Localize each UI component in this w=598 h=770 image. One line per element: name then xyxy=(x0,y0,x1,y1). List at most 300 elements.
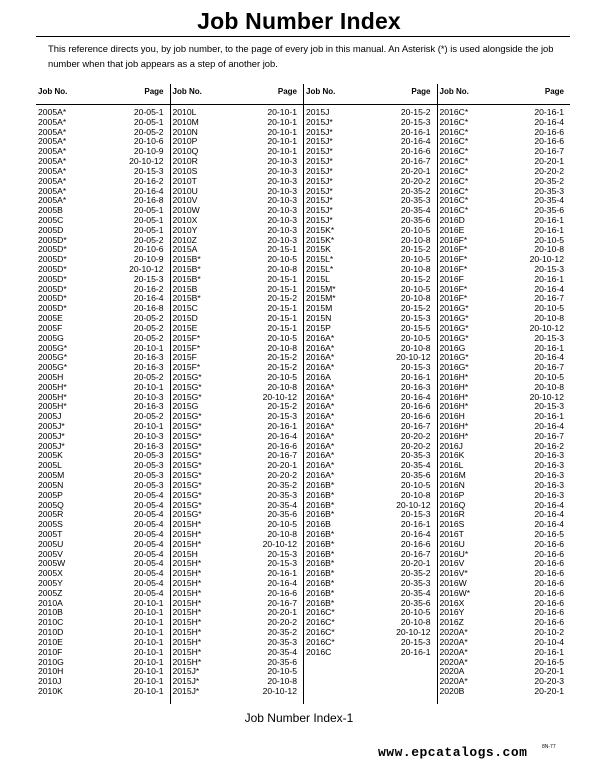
page-number: 20-16-6 xyxy=(534,558,564,569)
page-number: 20-05-4 xyxy=(133,558,164,569)
page-number: 20-20-1 xyxy=(267,607,297,618)
page-number: 20-10-3 xyxy=(267,214,297,225)
page-number: 20-15-3 xyxy=(400,116,431,127)
job-number: 2016P xyxy=(439,489,465,500)
page-number: 20-16-4 xyxy=(534,499,564,510)
page-number: 20-10-1 xyxy=(133,666,164,677)
job-number: 2015H* xyxy=(172,578,202,588)
job-number: 2015M xyxy=(306,303,333,314)
page-number: 20-10-5 xyxy=(267,519,297,530)
page-number: 20-10-1 xyxy=(133,617,164,628)
page-number: 20-16-7 xyxy=(534,293,564,304)
job-number: 2005Q xyxy=(38,499,64,510)
page-number: 20-16-3 xyxy=(133,401,164,412)
job-number: 2015H* xyxy=(172,558,202,569)
page-number: 20-16-3 xyxy=(133,352,164,363)
page-number: 20-15-2 xyxy=(400,303,431,314)
page-number: 20-10-1 xyxy=(267,116,297,127)
page-number: 20-05-4 xyxy=(133,578,164,588)
job-number: 2010B xyxy=(38,607,63,618)
page-number: 20-20-1 xyxy=(534,666,564,677)
column-rows xyxy=(438,108,571,697)
page-number: 20-16-3 xyxy=(534,460,564,471)
page-number: 20-35-4 xyxy=(267,499,297,510)
job-number: 2016F* xyxy=(439,264,468,274)
page-number: 20-20-2 xyxy=(400,175,431,186)
page-number: 20-05-2 xyxy=(133,332,164,343)
page-number: 20-16-4 xyxy=(534,352,564,363)
column-header xyxy=(36,84,170,105)
page-number: 20-05-3 xyxy=(133,470,164,481)
page-number: 20-16-1 xyxy=(400,519,431,530)
page-number: 20-05-2 xyxy=(133,126,164,137)
page-number: 20-16-3 xyxy=(534,479,564,490)
job-number: 2005A* xyxy=(38,195,67,206)
job-number: 2016C* xyxy=(306,636,335,647)
page-number: 20-10-12 xyxy=(129,264,164,274)
job-number: 2016A* xyxy=(306,391,335,402)
page-number: 20-10-5 xyxy=(267,254,297,265)
job-number: 2015G* xyxy=(172,421,202,431)
page-number: 20-35-3 xyxy=(400,578,431,588)
page-number: 20-16-6 xyxy=(400,411,431,422)
job-number: 2016C* xyxy=(439,136,469,147)
page-number: 20-16-5 xyxy=(534,528,564,539)
job-number: 2015F* xyxy=(172,362,201,373)
job-number: 2016A* xyxy=(306,470,335,481)
page-number: 20-35-4 xyxy=(400,460,431,471)
job-number: 2005B xyxy=(38,205,63,216)
page-number: 20-16-6 xyxy=(534,607,564,618)
page-number: 20-10-8 xyxy=(534,381,564,392)
job-number: 2015M* xyxy=(306,293,336,304)
job-number: 2016C* xyxy=(439,165,469,176)
job-number: 2005H* xyxy=(38,381,67,392)
job-number: 2005D* xyxy=(38,283,67,294)
page-number: 20-10-8 xyxy=(400,234,431,245)
page-number: 20-15-2 xyxy=(400,244,431,255)
job-number: 2015B* xyxy=(172,293,201,304)
page-number: 20-15-3 xyxy=(267,548,297,559)
page-number: 20-15-3 xyxy=(400,362,431,373)
job-number: 2015N xyxy=(306,313,332,324)
job-number: 2005H* xyxy=(38,391,67,402)
job-number: 2020A xyxy=(439,666,465,677)
page-number: 20-05-1 xyxy=(133,214,164,225)
page-number: 20-16-4 xyxy=(400,528,431,539)
page-header: Page xyxy=(277,87,297,96)
index-column-3 xyxy=(303,84,437,704)
page-number: 20-10-5 xyxy=(534,234,564,245)
job-number: 2015J* xyxy=(172,666,200,677)
page-number: 20-15-3 xyxy=(400,636,431,647)
job-number: 2016K xyxy=(439,450,465,461)
page-number: 20-16-3 xyxy=(133,440,164,451)
job-number: 2016C* xyxy=(439,175,469,186)
page-number: 20-10-12 xyxy=(396,499,431,510)
job-number: 2005X xyxy=(38,568,63,579)
job-number: 2005N xyxy=(38,479,64,490)
page-number: 20-15-3 xyxy=(267,558,297,569)
job-number: 2016M xyxy=(439,470,466,481)
job-number: 2005D xyxy=(38,224,64,235)
page-number: 20-35-2 xyxy=(267,479,297,490)
job-number: 2016C* xyxy=(439,116,469,127)
job-number: 2015J* xyxy=(306,116,333,127)
job-number: 2016A* xyxy=(306,430,335,441)
page-number: 20-16-7 xyxy=(400,156,431,167)
page-number: 20-10-1 xyxy=(133,627,164,638)
page-number: 20-10-3 xyxy=(267,156,297,167)
page-number: 20-35-3 xyxy=(534,185,564,196)
job-number: 2016C* xyxy=(439,107,469,117)
page-number: 20-05-3 xyxy=(133,460,164,471)
page-number: 20-10-5 xyxy=(400,607,431,618)
page-number: 20-16-6 xyxy=(534,126,564,137)
page-number: 20-16-1 xyxy=(534,342,564,353)
job-number: 2005G* xyxy=(38,352,68,363)
job-number: 2010G xyxy=(38,656,64,667)
job-number: 2015B* xyxy=(172,264,201,274)
column-header xyxy=(438,84,571,105)
job-number: 2010W xyxy=(172,205,200,216)
job-number: 2015F* xyxy=(172,342,201,353)
job-number: 2005D* xyxy=(38,254,67,265)
page-number: 20-10-12 xyxy=(262,391,297,402)
job-number: 2016C* xyxy=(306,607,335,618)
page-number: 20-15-5 xyxy=(400,322,431,333)
job-number: 2015J* xyxy=(172,685,200,696)
page-number: 20-20-1 xyxy=(267,460,297,471)
page-number: 20-05-4 xyxy=(133,568,164,579)
page-number: 20-35-3 xyxy=(400,195,431,206)
job-number: 2015H* xyxy=(172,587,202,598)
page-number: 20-10-12 xyxy=(529,391,564,402)
index-column-1 xyxy=(36,84,170,704)
page-number: 20-16-4 xyxy=(534,116,564,127)
column-header xyxy=(304,84,437,105)
job-number: 2015H* xyxy=(172,607,202,618)
page-number: 20-16-1 xyxy=(267,421,297,431)
page-number: 20-10-8 xyxy=(267,342,297,353)
job-number: 2016A* xyxy=(306,440,335,451)
job-number: 2015F* xyxy=(172,332,201,343)
page-number: 20-10-12 xyxy=(529,254,564,265)
job-number: 2015M* xyxy=(306,283,336,294)
page-number: 20-20-2 xyxy=(534,165,564,176)
job-number: 2015G* xyxy=(172,411,202,422)
page-number: 20-10-8 xyxy=(400,489,431,500)
job-number: 2005G* xyxy=(38,342,68,353)
job-number: 2016C* xyxy=(439,156,469,167)
job-number: 2016G* xyxy=(439,313,469,324)
page-number: 20-05-2 xyxy=(133,371,164,382)
job-no-header: Job No. xyxy=(306,87,336,96)
job-number: 2016A* xyxy=(306,332,335,343)
page-number: 20-16-4 xyxy=(267,430,297,441)
page-number: 20-16-1 xyxy=(534,224,564,235)
table-row xyxy=(304,648,437,658)
page-number: 20-16-2 xyxy=(534,440,564,451)
job-number: 2015H* xyxy=(172,568,202,579)
page-number: 20-16-7 xyxy=(267,450,297,461)
job-number: 2016C xyxy=(306,646,332,657)
page-number: 20-35-4 xyxy=(400,205,431,216)
page-number: 20-10-12 xyxy=(396,627,431,638)
job-number: 2005K xyxy=(38,450,63,461)
page-number: 20-16-6 xyxy=(267,440,297,451)
page-number: 20-10-8 xyxy=(400,264,431,274)
page-number: 20-16-1 xyxy=(267,568,297,579)
job-number: 2015G* xyxy=(172,440,202,451)
page-number: 20-16-7 xyxy=(267,597,297,608)
page-number: 20-10-8 xyxy=(400,617,431,628)
table-row xyxy=(36,687,170,697)
page-number: 20-10-8 xyxy=(267,676,297,687)
job-number: 2015J* xyxy=(306,156,333,167)
column-rows xyxy=(171,108,304,697)
job-number: 2015H* xyxy=(172,627,202,638)
job-number: 2005U xyxy=(38,538,64,549)
job-number: 2016F* xyxy=(439,234,468,245)
job-number: 2020B xyxy=(439,685,465,696)
page-number: 20-35-6 xyxy=(400,214,431,225)
job-number: 2015H* xyxy=(172,597,202,608)
page-number: 20-35-4 xyxy=(534,195,564,206)
page-number: 20-10-12 xyxy=(529,322,564,333)
job-number: 2016G* xyxy=(439,303,469,314)
job-number: 2016J xyxy=(439,440,463,451)
table-row xyxy=(171,687,304,697)
page-number: 20-15-1 xyxy=(267,273,297,284)
page-code: 8N-77 xyxy=(542,744,556,750)
job-number: 2016H* xyxy=(439,401,469,412)
page-number: 20-10-8 xyxy=(267,381,297,392)
job-number: 2016A* xyxy=(306,450,335,461)
page-number: 20-16-7 xyxy=(534,430,564,441)
job-number: 2005A* xyxy=(38,175,67,186)
job-number: 2016W xyxy=(439,578,467,588)
page-number: 20-05-2 xyxy=(133,411,164,422)
page-number: 20-20-3 xyxy=(534,676,564,687)
job-number: 2016F* xyxy=(439,254,468,265)
page-number: 20-10-6 xyxy=(133,244,164,255)
page-number: 20-10-3 xyxy=(133,430,164,441)
page-number: 20-16-1 xyxy=(400,126,431,137)
job-number: 2015H* xyxy=(172,636,202,647)
job-number: 2020A* xyxy=(439,646,468,657)
page-number: 20-10-1 xyxy=(133,636,164,647)
job-number: 2020A* xyxy=(439,656,468,667)
job-number: 2005P xyxy=(38,489,63,500)
page-number: 20-10-5 xyxy=(534,371,564,382)
page-number: 20-15-2 xyxy=(400,273,431,284)
job-number: 2016V* xyxy=(439,568,468,579)
page-number: 20-05-4 xyxy=(133,587,164,598)
job-number: 2016G* xyxy=(439,322,469,333)
job-number: 2005D* xyxy=(38,234,67,245)
job-number: 2016E xyxy=(439,224,465,235)
page-number: 20-16-7 xyxy=(400,548,431,559)
job-number: 2010T xyxy=(172,175,197,186)
job-number: 2015G* xyxy=(172,479,202,490)
job-number: 2015J* xyxy=(306,185,333,196)
intro-paragraph: This reference directs you, by job number, to the page of every job in this manual. An Asterisk (*) is used alongside the job number when that job appears as a step of another job. xyxy=(48,43,554,69)
job-number: 2005W xyxy=(38,558,66,569)
job-no-header: Job No. xyxy=(172,87,202,96)
job-number: 2015J* xyxy=(306,165,333,176)
page-number: 20-15-3 xyxy=(267,411,297,422)
job-number: 2016T xyxy=(439,528,464,539)
page-number: 20-10-3 xyxy=(267,234,297,245)
page-number: 20-10-3 xyxy=(267,165,297,176)
page-number: 20-10-1 xyxy=(133,646,164,657)
page-number: 20-16-7 xyxy=(534,146,564,157)
job-number: 2020A* xyxy=(439,627,468,638)
job-number: 2005D* xyxy=(38,293,67,304)
page-number: 20-10-5 xyxy=(267,371,297,382)
job-number: 2015K* xyxy=(306,234,335,245)
page-number: 20-35-2 xyxy=(534,175,564,186)
job-number: 2010X xyxy=(172,214,198,225)
job-number: 2005G xyxy=(38,332,64,343)
page-number: 20-20-2 xyxy=(400,440,431,451)
job-number: 2015P xyxy=(306,322,331,333)
page-number: 20-35-6 xyxy=(267,509,297,520)
job-number: 2016A* xyxy=(306,342,335,353)
job-number: 2005Y xyxy=(38,578,63,588)
page-number: 20-10-1 xyxy=(133,597,164,608)
page-number: 20-16-4 xyxy=(534,509,564,520)
page-number: 20-20-1 xyxy=(534,685,564,696)
job-number: 2010U xyxy=(172,185,198,196)
job-number: 2005A* xyxy=(38,146,67,157)
page-number: 20-10-3 xyxy=(267,205,297,216)
page-number: 20-10-12 xyxy=(262,538,297,549)
job-number: 2016L xyxy=(439,460,464,471)
job-number: 2020A* xyxy=(439,636,468,647)
job-number: 2016C* xyxy=(439,126,469,137)
job-index-table xyxy=(36,84,570,704)
job-number: 2016F* xyxy=(439,283,468,294)
job-number: 2015H* xyxy=(172,519,202,530)
job-number: 2005A* xyxy=(38,107,67,117)
job-number: 2016X xyxy=(439,597,465,608)
page-number: 20-20-1 xyxy=(400,165,431,176)
job-number: 2016F xyxy=(439,273,464,284)
page-number: 20-16-3 xyxy=(534,470,564,481)
job-number: 2010F xyxy=(38,646,63,657)
page-number: 20-10-1 xyxy=(133,342,164,353)
page-number: 20-10-1 xyxy=(133,381,164,392)
page-number: 20-35-4 xyxy=(400,587,431,598)
job-number: 2010R xyxy=(172,156,198,167)
page-number: 20-15-3 xyxy=(400,313,431,324)
page-number: 20-10-3 xyxy=(133,391,164,402)
job-number: 2016B* xyxy=(306,587,335,598)
job-number: 2015G* xyxy=(172,509,202,520)
job-number: 2005D* xyxy=(38,303,67,314)
job-number: 2015B xyxy=(172,283,198,294)
page-number: 20-05-2 xyxy=(133,322,164,333)
page-number: 20-15-1 xyxy=(267,244,297,255)
job-number: 2005J* xyxy=(38,430,65,441)
page-number: 20-05-1 xyxy=(133,107,164,117)
page-number: 20-35-6 xyxy=(400,470,431,481)
job-number: 2005A* xyxy=(38,185,67,196)
job-number: 2015J xyxy=(306,107,330,117)
page-number: 20-10-1 xyxy=(267,136,297,147)
page-number: 20-10-1 xyxy=(267,146,297,157)
page-number: 20-16-2 xyxy=(133,175,164,186)
page-number: 20-16-3 xyxy=(400,381,431,392)
page-number: 20-16-4 xyxy=(400,136,431,147)
job-number: 2015G* xyxy=(172,489,202,500)
job-number: 2016Y xyxy=(439,607,465,618)
page-number: 20-05-4 xyxy=(133,538,164,549)
page-number: 20-20-2 xyxy=(400,430,431,441)
job-number: 2015G* xyxy=(172,430,202,441)
job-number: 2010D xyxy=(38,627,64,638)
page-number: 20-16-1 xyxy=(534,411,564,422)
job-number: 2015G* xyxy=(172,371,202,382)
job-number: 2016Z xyxy=(439,617,464,628)
job-number: 2010A xyxy=(38,597,63,608)
job-number: 2015J* xyxy=(306,126,333,137)
job-number: 2015E xyxy=(172,322,198,333)
page-number: 20-16-1 xyxy=(534,273,564,284)
page-number: 20-16-1 xyxy=(400,646,431,657)
page-number: 20-10-1 xyxy=(133,421,164,431)
page-number: 20-10-5 xyxy=(534,303,564,314)
column-header xyxy=(171,84,304,105)
job-number: 2005J* xyxy=(38,440,65,451)
page-number: 20-10-6 xyxy=(133,136,164,147)
page-number: 20-35-3 xyxy=(267,636,297,647)
page-number: 20-10-8 xyxy=(267,264,297,274)
job-number: 2010S xyxy=(172,165,198,176)
page-number: 20-10-9 xyxy=(133,254,164,265)
job-number: 2016H* xyxy=(439,371,469,382)
page-number: 20-10-5 xyxy=(267,332,297,343)
job-number: 2016B* xyxy=(306,509,335,520)
job-number: 2015J* xyxy=(306,195,333,206)
job-number: 2016S xyxy=(439,519,465,530)
page-number: 20-15-3 xyxy=(534,401,564,412)
job-number: 2005L xyxy=(38,460,62,471)
job-number: 2005C xyxy=(38,214,64,225)
job-number: 2016W* xyxy=(439,587,471,598)
page-number: 20-16-6 xyxy=(534,548,564,559)
job-number: 2010Z xyxy=(172,234,197,245)
page-number: 20-05-2 xyxy=(133,234,164,245)
page-number: 20-16-1 xyxy=(400,371,431,382)
page-number: 20-16-2 xyxy=(133,283,164,294)
page-number: 20-10-1 xyxy=(267,126,297,137)
job-number: 2005A* xyxy=(38,165,67,176)
job-number: 2016A* xyxy=(306,460,335,471)
title-rule xyxy=(36,36,570,37)
job-number: 2016V xyxy=(439,558,465,569)
page-number: 20-10-1 xyxy=(267,107,297,117)
job-number: 2016C* xyxy=(306,627,335,638)
job-number: 2016G* xyxy=(439,332,469,343)
job-number: 2016C* xyxy=(306,617,335,628)
page-number: 20-15-2 xyxy=(267,293,297,304)
page-number: 20-10-8 xyxy=(400,342,431,353)
job-number: 2016B xyxy=(306,519,331,530)
page-number: 20-35-3 xyxy=(400,450,431,461)
